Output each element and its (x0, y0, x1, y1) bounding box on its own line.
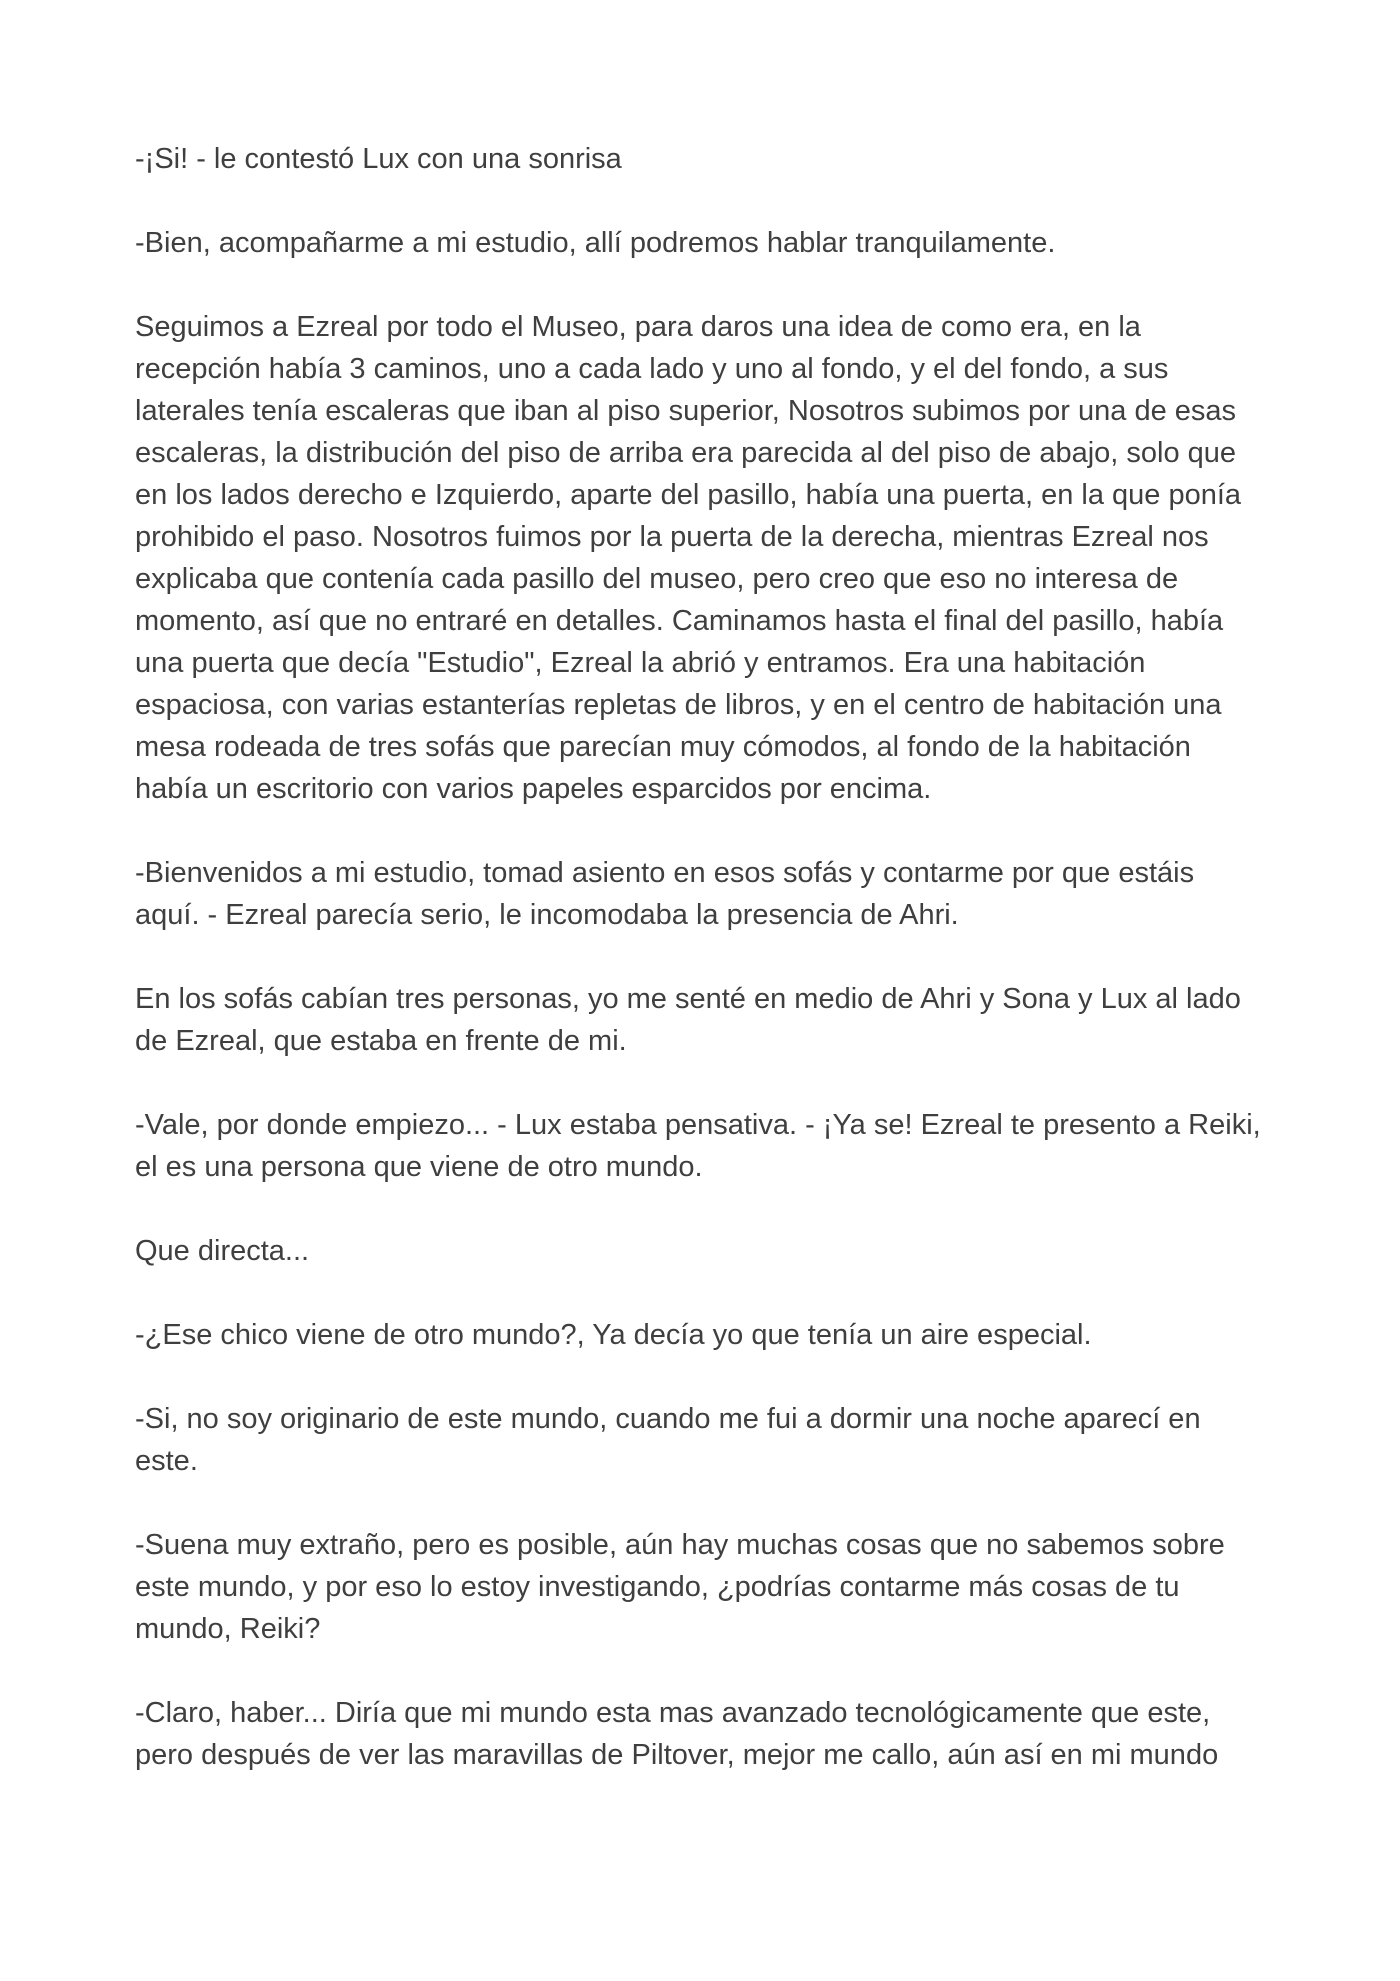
paragraph (135, 1230, 1275, 1272)
text-line: escaleras, la distribución del piso de arriba era parecida al del piso de abajo, solo que (135, 437, 1237, 469)
text-line: pero después de ver las maravillas de Piltover, mejor me callo, aún así en mi mundo (135, 1739, 1219, 1771)
text-line: prohibido el paso. Nosotros fuimos por la puerta de la derecha, mientras Ezreal nos (135, 521, 1209, 553)
paragraph (135, 1314, 1275, 1356)
text-line: -Claro, haber... Diría que mi mundo esta mas avanzado tecnológicamente que este, (135, 1697, 1211, 1729)
paragraph (135, 138, 1275, 180)
text-line: momento, así que no entraré en detalles. Caminamos hasta el final del pasillo, había (135, 605, 1224, 637)
text-line: este mundo, y por eso lo estoy investigando, ¿podrías contarme más cosas de tu (135, 1571, 1180, 1603)
text-line: este. (135, 1445, 198, 1477)
text-line: Seguimos a Ezreal por todo el Museo, para daros una idea de como era, en la (135, 311, 1141, 343)
text-line: En los sofás cabían tres personas, yo me senté en medio de Ahri y Sona y Lux al lado (135, 983, 1241, 1015)
text-line: una puerta que decía "Estudio", Ezreal la abrió y entramos. Era una habitación (135, 647, 1146, 679)
paragraph (135, 1692, 1275, 1776)
document-page (135, 138, 1275, 1818)
text-line: -Vale, por donde empiezo... - Lux estaba pensativa. - ¡Ya se! Ezreal te presento a Reiki, (135, 1109, 1261, 1141)
text-line: en los lados derecho e Izquierdo, aparte del pasillo, había una puerta, en la que ponía (135, 479, 1242, 511)
text-line: el es una persona que viene de otro mundo. (135, 1151, 703, 1183)
paragraph (135, 306, 1275, 810)
text-line: recepción había 3 caminos, uno a cada lado y uno al fondo, y el del fondo, a sus (135, 353, 1169, 385)
text-line: -¿Ese chico viene de otro mundo?, Ya decía yo que tenía un aire especial. (135, 1319, 1092, 1351)
text-line: había un escritorio con varios papeles esparcidos por encima. (135, 773, 932, 805)
paragraph (135, 1104, 1275, 1188)
text-line: aquí. - Ezreal parecía serio, le incomodaba la presencia de Ahri. (135, 899, 959, 931)
text-line: -Bienvenidos a mi estudio, tomad asiento en esos sofás y contarme por que estáis (135, 857, 1195, 889)
text-line: -Bien, acompañarme a mi estudio, allí podremos hablar tranquilamente. (135, 227, 1056, 259)
text-line: espaciosa, con varias estanterías repletas de libros, y en el centro de habitación una (135, 689, 1222, 721)
paragraph (135, 1524, 1275, 1650)
text-line: mesa rodeada de tres sofás que parecían muy cómodos, al fondo de la habitación (135, 731, 1191, 763)
paragraph (135, 222, 1275, 264)
paragraph (135, 978, 1275, 1062)
paragraph (135, 1398, 1275, 1482)
text-line: -Si, no soy originario de este mundo, cuando me fui a dormir una noche aparecí en (135, 1403, 1201, 1435)
text-line: -Suena muy extraño, pero es posible, aún hay muchas cosas que no sabemos sobre (135, 1529, 1225, 1561)
text-line: de Ezreal, que estaba en frente de mi. (135, 1025, 627, 1057)
text-line: explicaba que contenía cada pasillo del museo, pero creo que eso no interesa de (135, 563, 1179, 595)
paragraph (135, 852, 1275, 936)
text-line: mundo, Reiki? (135, 1613, 321, 1645)
text-line: Que directa... (135, 1235, 310, 1267)
text-line: -¡Si! - le contestó Lux con una sonrisa (135, 143, 622, 175)
text-line: laterales tenía escaleras que iban al piso superior, Nosotros subimos por una de esas (135, 395, 1237, 427)
